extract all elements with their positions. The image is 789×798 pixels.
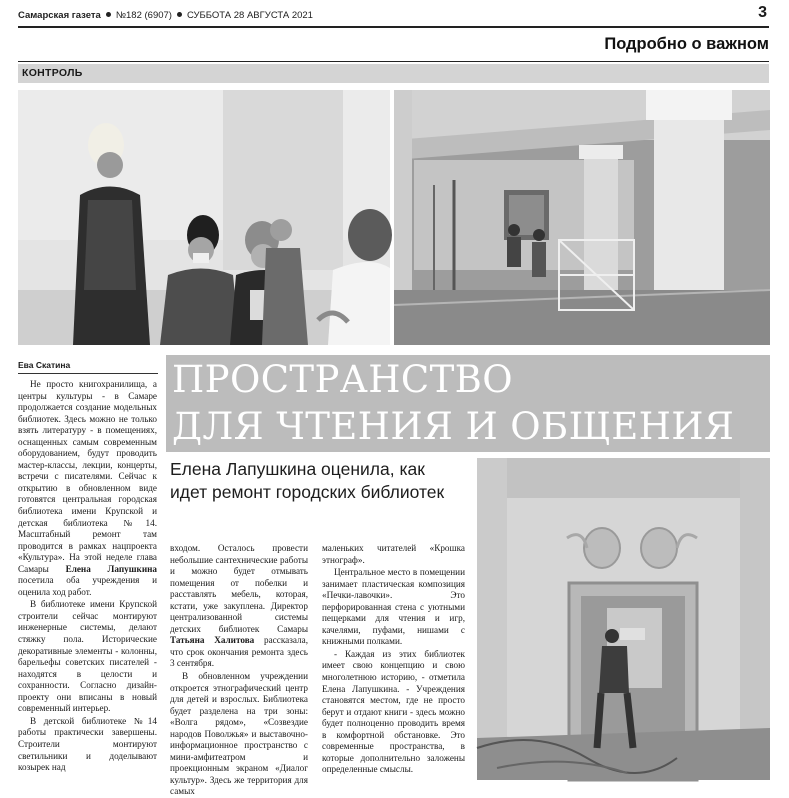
paragraph-text: входом. Осталось провести небольшие сантехнические работы и можно будет отмывать помещения от побелки и расставлять мебель, которая, кстати, уже закуплена. Директор централизованной системы детских библиотек Самары [170,543,308,634]
rubric-title: Подробно о важном [604,35,769,53]
paragraph: маленьких читателей «Крошка этнограф». [322,543,465,565]
bullet-icon [106,12,111,17]
article-headline [172,356,734,450]
issue-number: №182 (6907) [115,10,172,21]
section-label: КОНТРОЛЬ [22,67,83,79]
article-column-3 [322,543,465,776]
paragraph: Центральное место в помещении занимает пластическая композиция «Печки-лавочки». Это перфорированная стена с уютными пещерками для чтения и игр, качелями, пуфами, нишами с книжными полками. [322,567,465,647]
section-bar [18,64,769,83]
bullet-icon [177,12,182,17]
article-subhead: Елена Лапушкина оценила, как идет ремонт городских библиотек [170,459,445,502]
masthead-info [18,10,313,21]
masthead [18,6,769,26]
headline-line-1: ПРОСТРАНСТВО [172,358,513,401]
article-column-2 [170,543,308,798]
masthead-rule [18,26,769,28]
paragraph: В библиотеке имени Крупской строители сейчас монтируют инженерные системы, делают стяжку пола. Исторические декоративные элементы - колонны, барельефы советских писателей - находятся в целости и сохранности. Согласно дизайн-проекту они вписаны в новый современный интерьер. [18,599,157,714]
paragraph-text: рассказала, что срок окончания ремонта здесь 3 сентября. [170,635,308,669]
author-rule [18,373,158,374]
page-number: 3 [758,4,767,21]
doorway-worker-photo-icon [477,458,770,780]
officials-inspection-photo-icon [18,90,390,345]
article-column-1 [18,379,157,774]
library-hall-columns-photo-icon [394,90,770,345]
paragraph: - Каждая из этих библиотек имеет свою концепцию и свою многолетнюю историю, - отметила Елена Лапушкина. - Учреждения становятся местом, где не просто берут и отдают книги - здесь можно будет полноценно проводить время в комфортной обстановке. Это современные пространства, в которые дополнительно заложены определенные смыслы. [322,648,465,775]
paragraph: В детской библиотеке №14 работы практически завершены. Строители монтируют светильники и доделывают козырек над [18,715,157,773]
article-author: Ева Скатина [18,360,71,370]
paragraph-text: Не просто книгохранилища, а центры культуры - в Самаре продолжается создание модельных библиотек. Здесь можно не только взять литературу - в помещениях, оснащенных самым современным оборудованием, будут проводить мастер-классы, лекции, концерты, встречи с писателями. Сейчас к открытию в обновленном виде готовятся центральная городская библиотека имени Крупской и детская библиотека №14. Масштабный ремонт там проводится в рамках нацпроекта «Культура». На этой неделе глава Самары [18,379,157,574]
paragraph [18,379,157,598]
paragraph [170,543,308,670]
person-name: Елена Лапушкина [65,563,157,574]
headline-line-2: ДЛЯ ЧТЕНИЯ И ОБЩЕНИЯ [172,405,735,448]
paper-name: Самарская газета [18,10,101,21]
issue-date: СУББОТА 28 АВГУСТА 2021 [186,10,313,21]
rubric-rule [18,61,769,62]
person-name: Татьяна Халитова [170,635,255,646]
paragraph-text: посетила оба учреждения и оценила ход работ. [18,575,157,597]
paragraph: В обновленном учреждении откроется этнографический центр для детей и взрослых. Библиотека будет разделена на три зоны: «Волга рядом», «Созвездие народов Поволжья» и выставочно-информационное пространство с мини-амфитеатром и проекционным экраном «Диалог культур». Здесь же территория для самых [170,671,308,797]
